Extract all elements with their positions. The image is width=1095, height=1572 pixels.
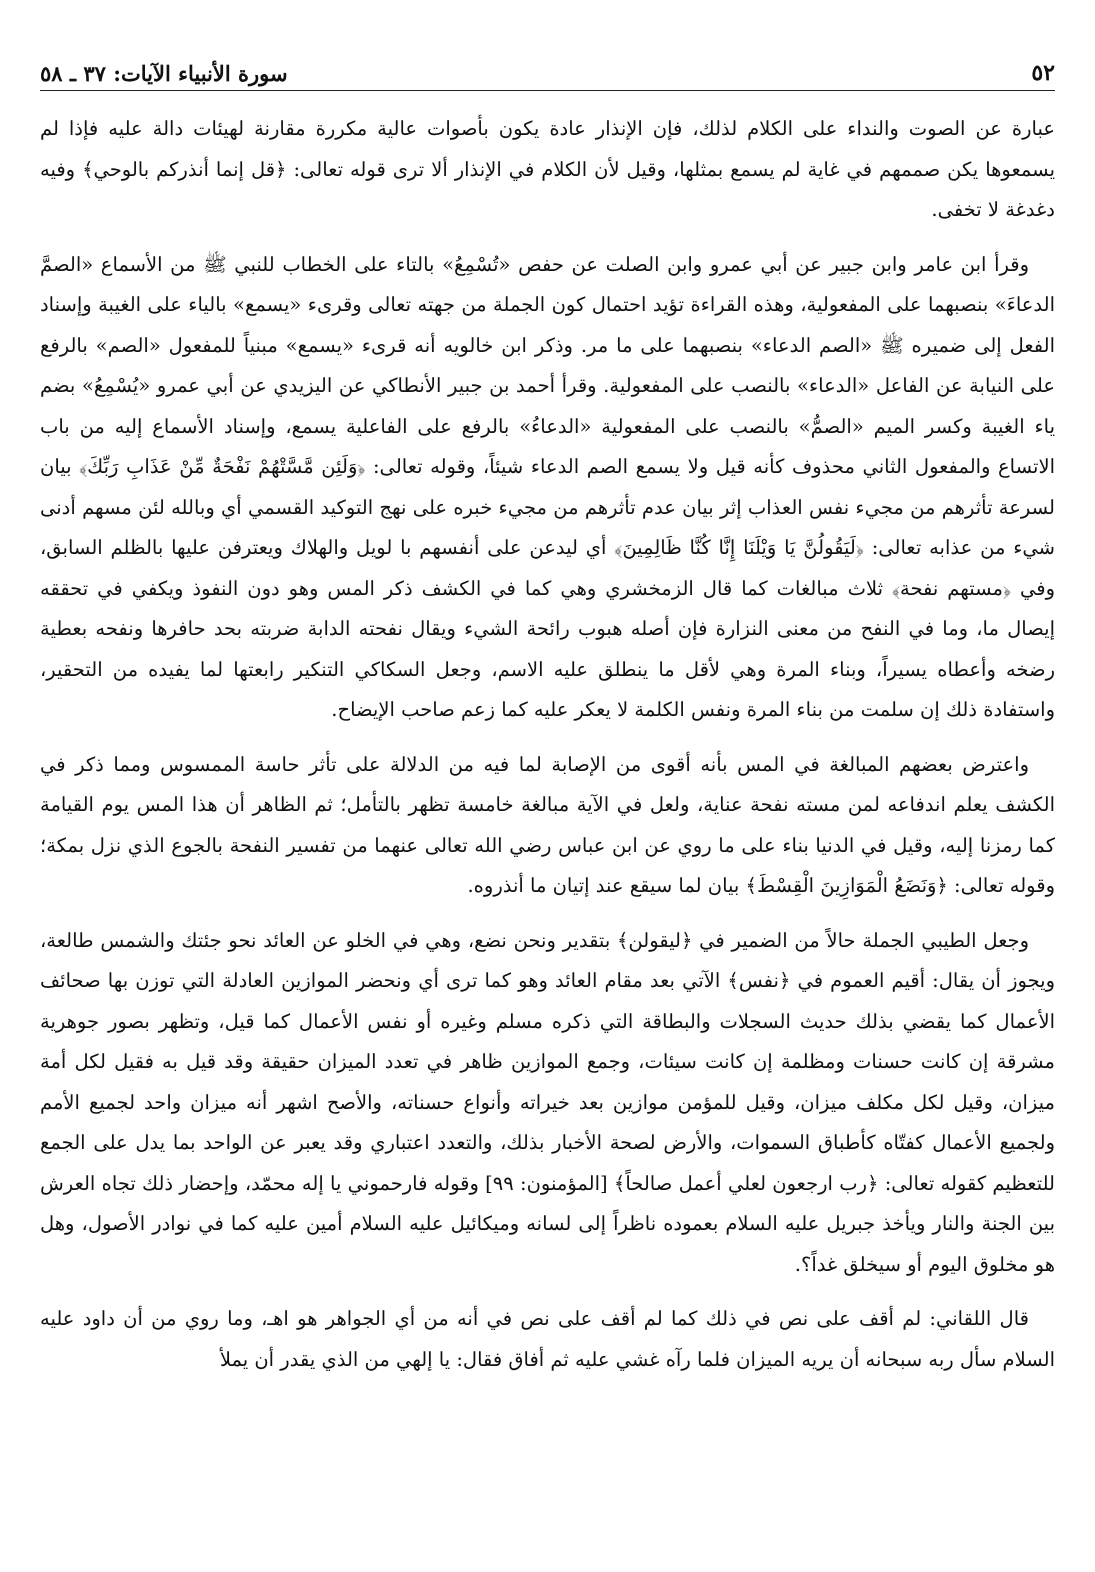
paragraph: وقرأ ابن عامر وابن جبير عن أبي عمرو وابن الصلت عن حفص «تُسْمِعُ» بالتاء على الخطاب للنبي ﷺ من الأسماع «الصمَّ الدعاءَ» بنصبهما على المفعولية، وهذه القراءة تؤيد احتمال كون الجملة من جهته تعالى وقرىء «يسمع» بالياء على الغيبة وإسناد الفعل إلى ضميره ﷺ «الصم الدعاء» بنصبهما على ما مر. وذكر ابن خالويه أنه قرىء «يسمع» مبنياً للمفعول «الصم» بالرفع على النيابة عن الفاعل «الدعاء» بالنصب على المفعولية. وقرأ أحمد بن جبير الأنطاكي عن اليزيدي عن أبي عمرو «يُسْمِعُ» بضم ياء الغيبة وكسر الميم «الصمُّ» بالنصب على المفعولية «الدعاءُ» بالرفع على الفاعلية يسمع، وإسناد الأسماع إليه من باب الاتساع والمفعول الثاني محذوف كأنه قيل ولا يسمع الصم الدعاء شيئاً، وقوله تعالى: ﴿وَلَئِن مَّسَّتْهُمْ نَفْحَةٌ مِّنْ عَذَابِ رَبِّكَ﴾ بيان لسرعة تأثرهم من مجيء نفس العذاب إثر بيان عدم تأثرهم من مجيء خبره على نهج التوكيد القسمي أي وبالله لئن مسهم أدنى شيء من عذابه تعالى: ﴿لَيَقُولُنَّ يَا وَيْلَنَا إِنَّا كُنَّا ظَالِمِينَ﴾ أي ليدعن على أنفسهم با لويل والهلاك ويعترفن عليها بالظلم السابق، وفي ﴿مستهم نفحة﴾ ثلاث مبالغات كما قال الزمخشري وهي كما في الكشف ذكر المس وهو دون النفوذ ويكفي في تحققه إيصال ما، وما في النفح من معنى النزارة فإن أصله هبوب رائحة الشيء ويقال نفحته الدابة ضربته بحد حافرها ونفحه بعطية رضخه وأعطاه يسيراً، وبناء المرة وهي لأقل ما ينطلق عليه الاسم، وجعل السكاكي التنكير رابعتها لما يفيده من التحقير، واستفادة ذلك إن سلمت من بناء المرة ونفس الكلمة لا يعكر عليه كما زعم صاحب الإيضاح. [40, 252, 1055, 721]
running-title: سورة الأنبياء الآيات: ٣٧ ـ ٥٨ [40, 61, 288, 86]
book-page [40, 40, 1055, 1540]
page-body [40, 109, 1055, 1380]
paragraph: وجعل الطيبي الجملة حالاً من الضمير في ﴿ليقولن﴾ بتقدير ونحن نضع، وهي في الخلو عن العائد نحو جئتك والشمس طالعة، ويجوز أن يقال: أقيم العموم في ﴿نفس﴾ الآتي بعد مقام العائد وهو كما ترى أي ونحضر الموازين العادلة التي توزن بها صحائف الأعمال كما يقضي بذلك حديث السجلات والبطاقة التي ذكره مسلم وغيره أو نفس الأعمال كما قيل، وتظهر بصور جوهرية مشرقة إن كانت حسنات ومظلمة إن كانت سيئات، وجمع الموازين ظاهر في تعدد الميزان حقيقة وقد قيل به فقيل لكل أمة ميزان، وقيل لكل مكلف ميزان، وقيل للمؤمن موازين بعد خيراته وأنواع حسناته، والأصح اشهر أنه ميزان واحد لجميع الأمم ولجميع الأعمال كفتّاه كأطباق السموات، والأرض لصحة الأخبار بذلك، والتعدد اعتباري وقد يعبر عن الواحد بما يدل على الجمع للتعظيم كقوله تعالى: ﴿رب ارجعون لعلي أعمل صالحاً﴾ [المؤمنون: ٩٩] وقوله فارحموني يا إله محمّد، وإحضار ذلك تجاه العرش بين الجنة والنار ويأخذ جبريل عليه السلام بعموده ناظراً إلى لسانه وميكائيل عليه السلام أمين عليه كما في نوادر الأصول، وهل هو مخلوق اليوم أو سيخلق غداً؟. [40, 928, 1055, 1276]
paragraph: واعترض بعضهم المبالغة في المس بأنه أقوى من الإصابة لما فيه من الدلالة على تأثر حاسة الممسوس ومما ذكر في الكشف يعلم اندفاعه لمن مسته نفحة عناية، ولعل في الآية مبالغة خامسة تظهر بالتأمل؛ ثم الظاهر أن هذا المس يوم القيامة كما رمزنا إليه، وقيل في الدنيا بناء على ما روي عن ابن عباس رضي الله تعالى عنهما من تفسير النفحة بالجوع الذي نزل بمكة؛ وقوله تعالى: ﴿وَنَضَعُ الْمَوَازِينَ الْقِسْطَ﴾ بيان لما سيقع عند إتيان ما أنذروه. [40, 752, 1055, 897]
page-number: ٥٢ [1031, 60, 1055, 86]
page-header [40, 40, 1055, 91]
paragraph: قال اللقاني: لم أقف على نص في ذلك كما لم أقف على نص في أنه من أي الجواهر هو اهـ، وما روي من أن داود عليه السلام سأل ربه سبحانه أن يريه الميزان فلما رآه غشي عليه ثم أفاق فقال: يا إلهي من الذي يقدر أن يملأ [40, 1307, 1055, 1371]
paragraph: عبارة عن الصوت والنداء على الكلام لذلك، فإن الإنذار عادة يكون بأصوات عالية مكررة مقارنة لهيئات دالة عليه فإذا لم يسمعوها يكن صممهم في غاية لم يسمع بمثلها، وقيل لأن الكلام في الإنذار ألا ترى قوله تعالى: ﴿قل إنما أنذركم بالوحي﴾ وفيه دغدغة لا تخفى. [40, 117, 1055, 221]
